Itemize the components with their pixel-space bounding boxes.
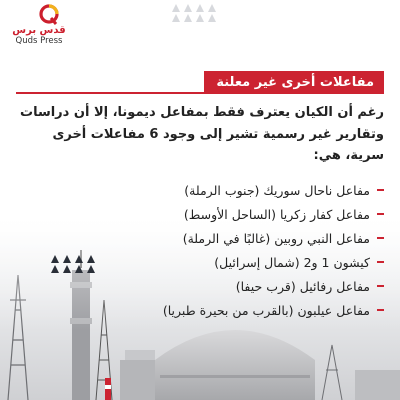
section-title: مفاعلات أخرى غير معلنة: [216, 74, 374, 90]
list-item: [144, 178, 384, 202]
bullet-icon: [377, 213, 384, 215]
section-title-banner: [204, 71, 384, 93]
triangle-icon: [75, 265, 83, 273]
triangle-icon: [196, 4, 204, 12]
bullet-icon: [377, 261, 384, 263]
bullet-icon: [377, 237, 384, 239]
triangle-icon: [208, 14, 216, 22]
triangle-icon: [208, 4, 216, 12]
quds-press-logo: [8, 4, 98, 48]
bullet-icon: [377, 285, 384, 287]
logo-english-text: Quds Press: [15, 36, 63, 46]
triangle-icon: [87, 265, 95, 273]
triangle-icon: [172, 4, 180, 12]
reactor-label: مفاعل كفار زكريا (الساحل الأوسط): [183, 206, 370, 222]
red-white-chimney: [105, 378, 111, 400]
reactor-label: مفاعل عيلبون (بالقرب من بحيرة طبريا): [162, 302, 370, 318]
triangle-icon: [51, 265, 59, 273]
intro-paragraph: رغم أن الكيان يعترف فقط بمفاعل ديمونا، إلا أن دراسات وتقارير غير رسمية تشير إلى وجود 6 مفاعلات أخرى سرية، هي:: [20, 105, 384, 163]
list-item: [144, 202, 384, 226]
decorative-triangle-pattern: [51, 255, 96, 273]
decorative-triangle-pattern: [172, 4, 217, 22]
list-item: [144, 274, 384, 298]
triangle-icon: [196, 14, 204, 22]
list-item: [144, 226, 384, 250]
triangle-icon: [63, 255, 71, 263]
bullet-icon: [377, 309, 384, 311]
triangle-icon: [75, 255, 83, 263]
triangle-icon: [184, 4, 192, 12]
bullet-icon: [377, 189, 384, 191]
reactor-label: مفاعل رفائيل (قرب حيفا): [235, 278, 370, 294]
triangle-icon: [172, 14, 180, 22]
triangle-icon: [184, 14, 192, 22]
list-item: [144, 298, 384, 322]
triangle-icon: [87, 255, 95, 263]
triangle-icon: [51, 255, 59, 263]
reactor-label: مفاعل ناحال سوريك (جنوب الرملة): [184, 182, 370, 198]
reactor-label: كيشون 1 و2 (شمال إسرائيل): [214, 254, 370, 270]
title-underline: [16, 92, 384, 94]
q-logo-icon: [34, 4, 64, 26]
reactor-label: مفاعل النبي روبين (غالبًا في الرملة): [182, 230, 370, 246]
logo-arabic-text: قدس برس: [12, 25, 66, 36]
reactor-list: [144, 178, 384, 322]
triangle-icon: [63, 265, 71, 273]
list-item: [144, 250, 384, 274]
